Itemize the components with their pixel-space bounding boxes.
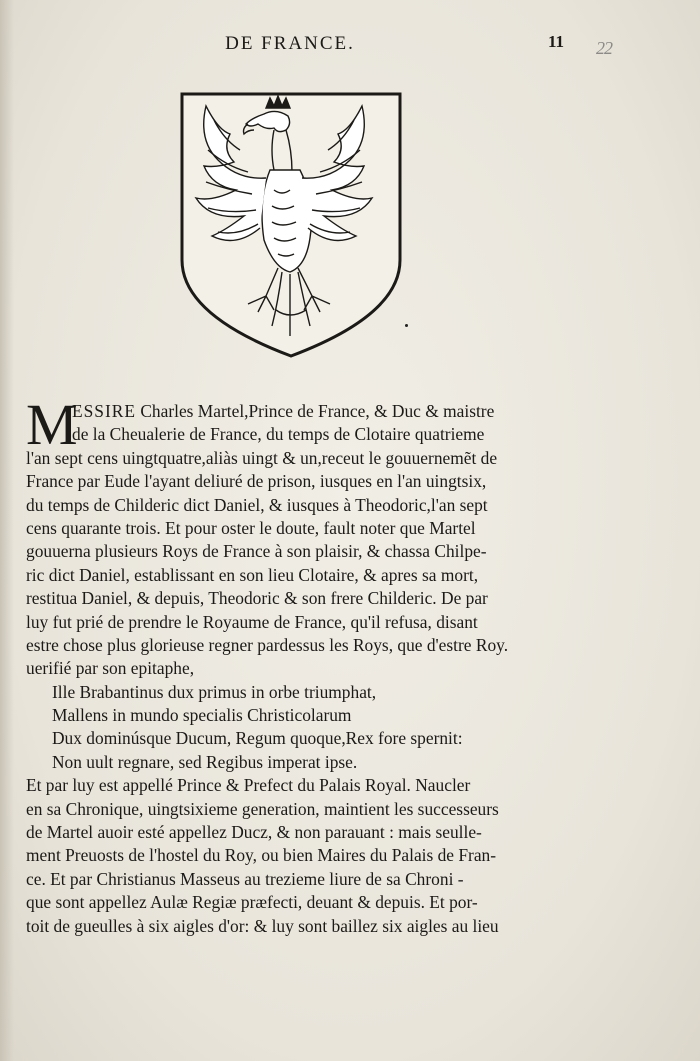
pencil-folio-number: 22	[596, 38, 612, 58]
first-word: ESSIRE	[72, 401, 136, 421]
page-gutter	[0, 0, 14, 1061]
text-line: de Martel auoir esté appellez Ducz, & non parauant : mais seulle-	[26, 822, 482, 843]
eagle-shield-icon	[178, 90, 404, 360]
text-line: toit de gueulles à six aigles d'or: & luy sont baillez six aigles au lieu	[26, 915, 499, 936]
text-line: en sa Chronique, uingtsixieme generation, maintient les successeurs	[26, 798, 499, 819]
text-line: gouuerna plusieurs Roys de France à son plaisir, & chassa Chilpe-	[26, 541, 487, 562]
body-text	[26, 392, 566, 938]
text-line: restitua Daniel, & depuis, Theodoric & son frere Childeric. De par	[26, 588, 488, 609]
text-line: ric dict Daniel, establissant en son lieu Clotaire, & apres sa mort,	[26, 564, 479, 585]
printer-dot	[405, 324, 408, 327]
verse-line: Dux dominúsque Ducum, Regum quoque,Rex fore spernit:	[52, 728, 463, 749]
text-line: du temps de Childeric dict Daniel, & iusques à Theodoric,l'an sept	[26, 494, 488, 515]
text-line: estre chose plus glorieuse regner pardessus les Roys, que d'estre Roy.	[26, 634, 509, 655]
text-line: ce. Et par Christianus Masseus au trezieme liure de sa Chroni -	[26, 868, 464, 889]
folio-number: 11	[548, 32, 565, 51]
text-line: l'an sept cens uingtquatre,aliàs uingt & un,receut le gouuernemẽt de	[26, 447, 498, 468]
verse-line: Ille Brabantinus dux primus in orbe triumphat,	[52, 681, 377, 702]
text-line: de la Cheualerie de France, du temps de Clotaire quatrieme	[72, 424, 485, 445]
drop-cap: M	[26, 392, 78, 457]
running-title: DE FRANCE.	[225, 33, 355, 54]
verse-line: Mallens in mundo specialis Christicolarum	[52, 705, 352, 726]
text-line: ment Preuosts de l'hostel du Roy, ou bien Maires du Palais de Fran-	[26, 845, 497, 866]
text-line: uerifié par son epitaphe,	[26, 658, 195, 679]
verse-line: Non uult regnare, sed Regibus imperat ipse.	[52, 751, 358, 772]
text-line: que sont appellez Aulæ Regiæ præfecti, deuant & depuis. Et por-	[26, 892, 478, 913]
text-line: Et par luy est appellé Prince & Prefect du Palais Royal. Naucler	[26, 775, 471, 796]
text-line: luy fut prié de prendre le Royaume de France, qu'il refusa, disant	[26, 611, 478, 632]
text-line: France par Eude l'ayant deliuré de prison, iusques en l'an uingtsix,	[26, 471, 487, 492]
text-line: cens quarante trois. Et pour oster le doute, fault noter que Martel	[26, 517, 476, 538]
text-line: ESSIRE Charles Martel,Prince de France, & Duc & maistre	[72, 401, 495, 421]
